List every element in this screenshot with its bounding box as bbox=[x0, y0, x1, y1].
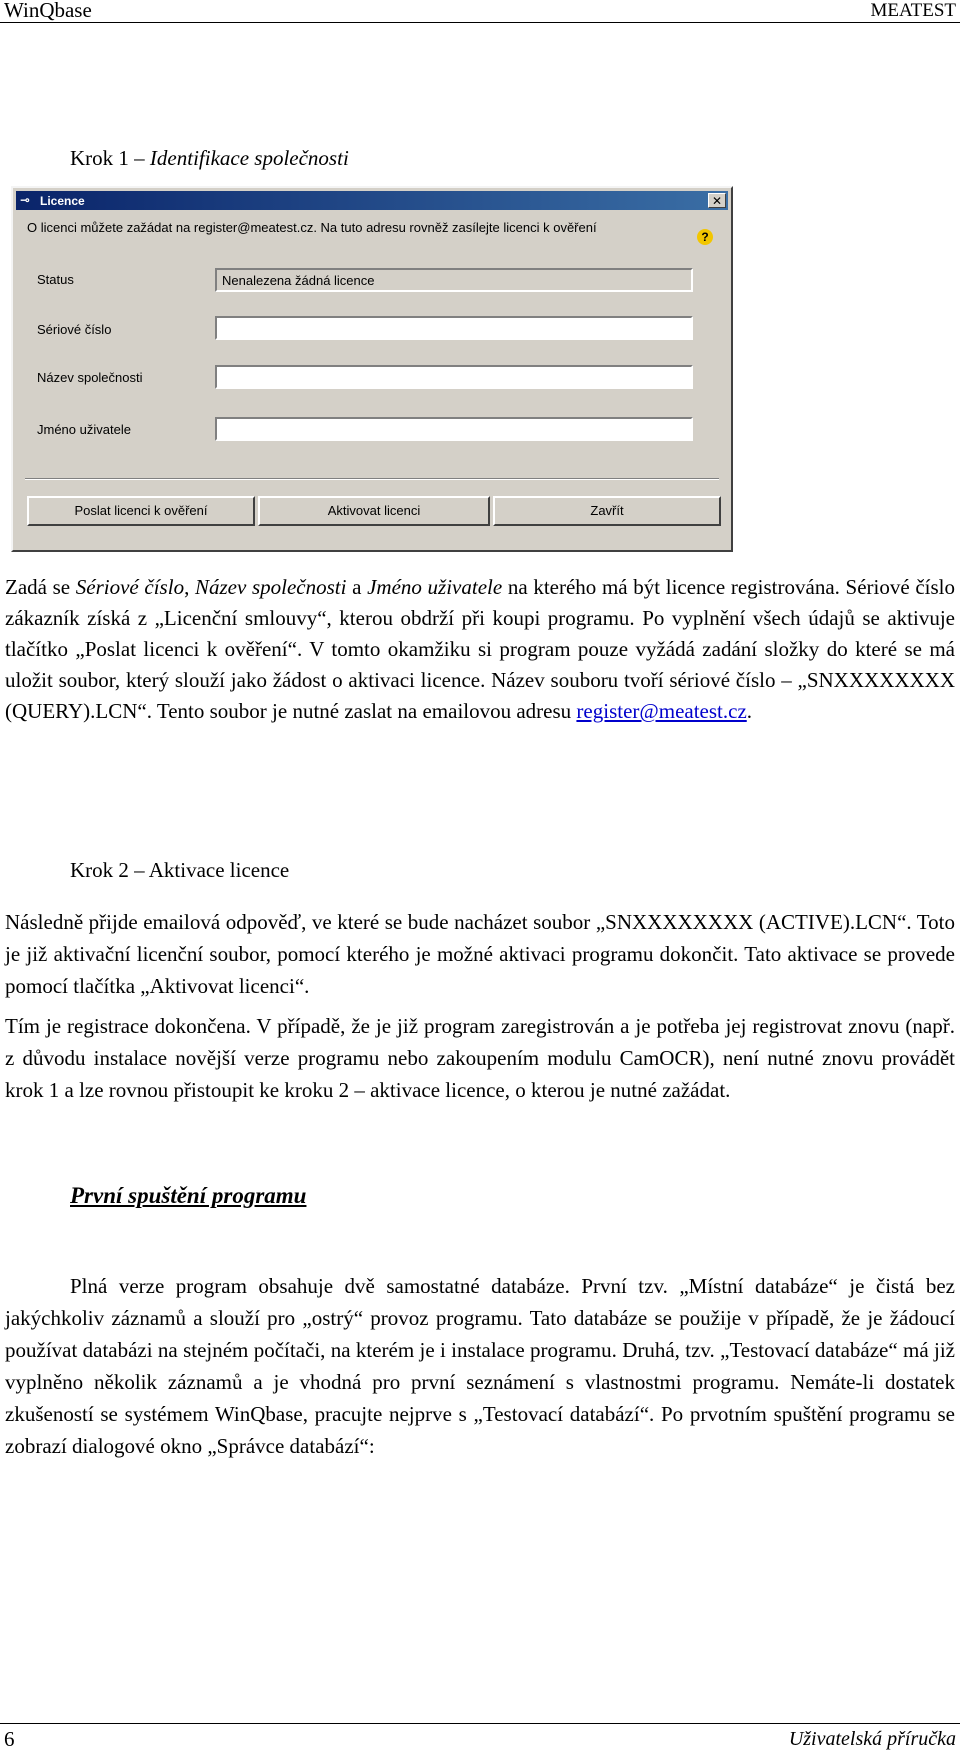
company-name-input[interactable] bbox=[215, 365, 693, 389]
help-glyph: ? bbox=[697, 229, 713, 245]
para1-text-2: , bbox=[184, 575, 195, 599]
page-header bbox=[0, 0, 960, 23]
register-email-link[interactable]: register@meatest.cz bbox=[576, 699, 747, 723]
header-company: MEATEST bbox=[870, 0, 956, 21]
para4-text: Plná verze program obsahuje dvě samostatné databáze. První tzv. „Místní databáze“ je čistá bez jakýchkoliv záznamů a slouží pro „ostrý“ provoz programu. Tato databáze se použije v případě, že je žádoucí používat databázi na stejném počítači, na kterém je i instalace programu. Druhá, tzv. „Testovací databáze“ má již vyplněno několik záznamů a je vhodná pro první seznámení s vlastnostmi programu. Nemáte-li dostatek zkušeností se systémem WinQbase, pracujte nejprve s „Testovací databází“. Po prvotním spuštění programu se zobrazí dialogové okno „Správce databází“: bbox=[5, 1274, 955, 1458]
status-field bbox=[215, 268, 693, 292]
header-app-name: WinQbase bbox=[4, 0, 92, 22]
para4-indent bbox=[5, 1274, 70, 1298]
para1-text-1: Zadá se bbox=[5, 575, 76, 599]
step1-name: Identifikace společnosti bbox=[149, 146, 349, 170]
paragraph-registration-done: Tím je registrace dokončena. V případě, že je již program zaregistrován a je potřeba jej registrovat znovu (např. z důvodu instalace novější verze programu nebo zakoupením modulu CamOCR), není nutné znovu provádět krok 1 a lze rovnou přistoupit ke kroku 2 – aktivace licence, o kterou je nutné zažádat. bbox=[5, 1014, 955, 1102]
paragraph-step1 bbox=[5, 572, 955, 727]
licence-dialog bbox=[11, 186, 733, 552]
user-name-label: Jméno uživatele bbox=[37, 422, 131, 437]
close-icon[interactable]: ✕ bbox=[708, 193, 726, 208]
page-number: 6 bbox=[4, 1727, 15, 1751]
section-heading: První spuštění programu bbox=[70, 1183, 307, 1208]
paragraph-first-run bbox=[5, 1270, 955, 1462]
page-footer bbox=[0, 1723, 960, 1754]
dialog-titlebar bbox=[16, 191, 728, 210]
step1-prefix: Krok 1 – bbox=[70, 146, 150, 170]
paragraph-step2: Následně přijde emailová odpověď, ve které se bude nacházet soubor „SNXXXXXXXX (ACTIVE).LCN“. Toto je již aktivační licenční soubor, pomocí kterého je možné aktivaci programu dokončit. Tato aktivace se provede pomocí tlačítka „Aktivovat licenci“. bbox=[5, 910, 955, 998]
para1-text-5: . bbox=[746, 699, 753, 723]
para1-company-term: Název společnosti bbox=[194, 575, 347, 599]
activate-licence-button[interactable]: Aktivovat licenci bbox=[258, 496, 490, 526]
status-label: Status bbox=[37, 272, 74, 287]
serial-number-label: Sériové číslo bbox=[37, 322, 112, 337]
dialog-info-text: O licenci můžete zažádat na register@meatest.cz. Na tuto adresu rovněž zasílejte licenci k ověření bbox=[27, 220, 597, 235]
key-icon: ⊸ bbox=[20, 193, 31, 207]
para1-serial-term: Sériové číslo bbox=[75, 575, 185, 599]
dialog-title: Licence bbox=[40, 194, 85, 208]
dialog-separator bbox=[25, 478, 719, 480]
help-icon[interactable] bbox=[697, 228, 713, 245]
footer-title: Uživatelská příručka bbox=[788, 1728, 956, 1750]
para1-text-4: na kterého má být licence registrována. Sériové číslo zákazník získá z „Licenční smlouvy“, kterou obdrží při koupi programu. Po vyplnění všech údajů se aktivuje tlačítko „Poslat licenci k ověření“. V tomto okamžiku si program pouze vyžádá zadání složky do které se má uložit soubor, který slouží jako žádost o aktivaci licence. Název souboru tvoří sériové číslo – „SNXXXXXXXX (QUERY).LCN“. Tento soubor je nutné zaslat na emailovou adresu bbox=[5, 575, 956, 723]
para1-text-3: a bbox=[346, 575, 368, 599]
serial-number-input[interactable] bbox=[215, 316, 693, 340]
send-licence-button[interactable]: Poslat licenci k ověření bbox=[27, 496, 255, 526]
company-name-label: Název společnosti bbox=[37, 370, 143, 385]
step1-title bbox=[70, 146, 349, 171]
user-name-input[interactable] bbox=[215, 417, 693, 441]
step2-title: Krok 2 – Aktivace licence bbox=[70, 858, 290, 882]
para1-user-term: Jméno uživatele bbox=[367, 575, 503, 599]
close-button[interactable]: Zavřít bbox=[493, 496, 721, 526]
